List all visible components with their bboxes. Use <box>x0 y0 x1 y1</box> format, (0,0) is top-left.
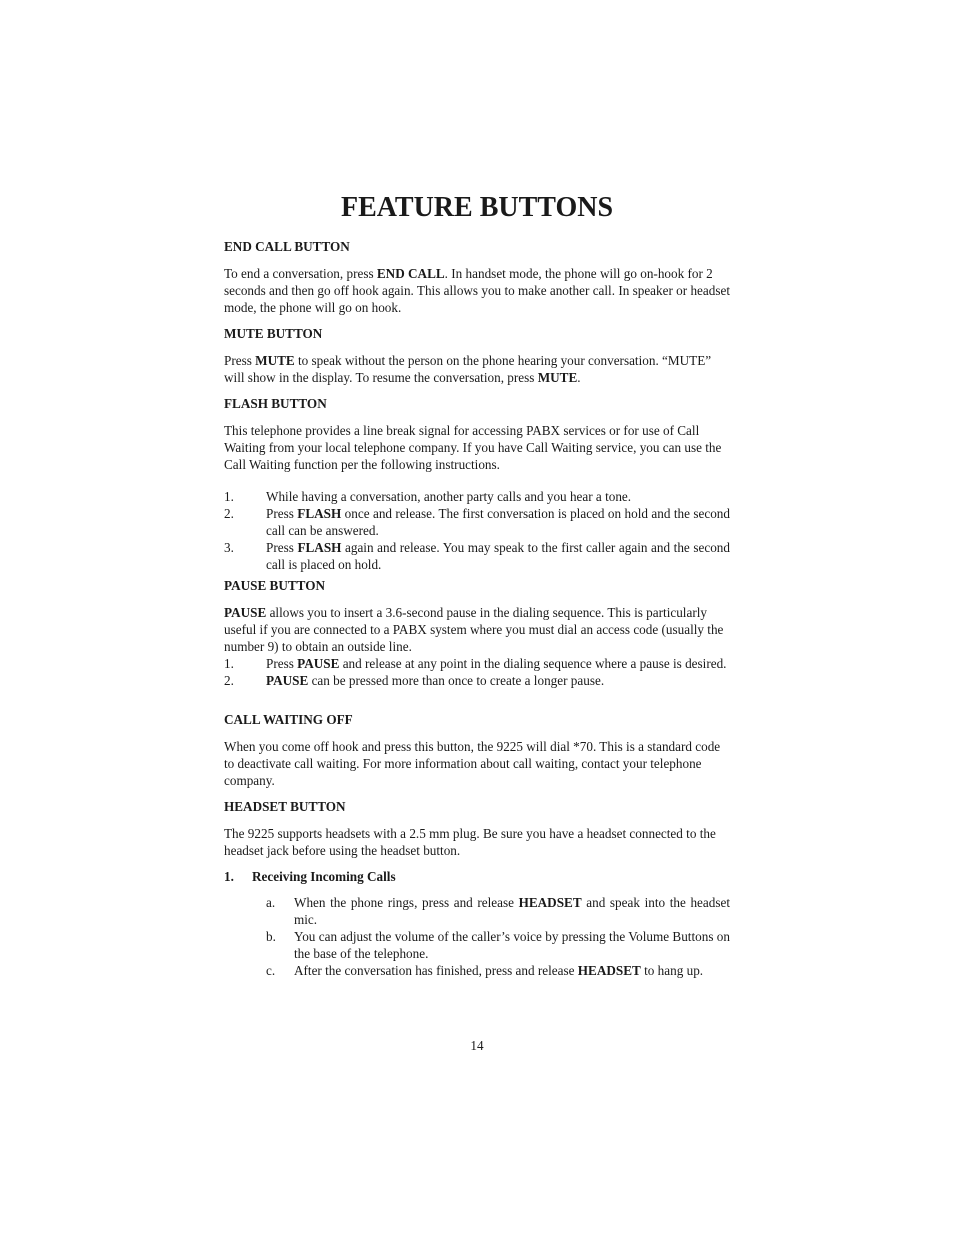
item-text: to hang up. <box>640 963 704 978</box>
bold-run: MUTE <box>255 353 295 368</box>
item-text: You can adjust the volume of the caller’s voice by pressing the Volume Buttons on the base of the telephone. <box>294 929 730 961</box>
section-heading-headset: HEADSET BUTTON <box>224 799 346 814</box>
bold-run: END CALL <box>376 266 445 281</box>
bold-run: PAUSE <box>297 656 340 671</box>
list-item <box>224 488 730 505</box>
pause-steps <box>224 655 730 689</box>
section-call-waiting <box>224 711 730 789</box>
subsection-title: Receiving Incoming Calls <box>252 869 396 884</box>
section-mute <box>224 325 730 386</box>
subsection-number: 1. <box>224 869 234 884</box>
section-heading-pause: PAUSE BUTTON <box>224 578 326 593</box>
headset-steps <box>224 894 730 979</box>
item-text: can be pressed more than once to create a longer pause. <box>308 673 605 688</box>
section-flash <box>224 395 730 573</box>
text-run: . In handset mode, the phone will go on-hook for 2 seconds and then go off hook again. This allows you to make another call. In speaker or headset mode, the phone will go on hook. <box>224 266 730 315</box>
item-text: Press <box>266 506 298 521</box>
item-letter: b. <box>266 929 276 944</box>
item-letter: a. <box>266 895 276 910</box>
section-end-call <box>224 238 730 316</box>
list-item <box>224 894 730 928</box>
item-text: and speak into the headset mic. <box>294 895 730 927</box>
text-run: To end a conversation, press <box>224 266 377 281</box>
text-run: . <box>577 370 581 385</box>
item-text: again and release. You may speak to the first caller again and the second call is placed on hold. <box>266 540 730 572</box>
item-text: Press <box>266 540 298 555</box>
list-item <box>224 928 730 962</box>
text-run: allows you to insert a 3.6-second pause in the dialing sequence. This is particularly useful if you are connected to a PABX system where you must dial an access code (usually the number 9) to obtain an outside line. <box>224 605 724 654</box>
headset-paragraph: The 9225 supports headsets with a 2.5 mm plug. Be sure you have a headset connected to the headset jack before using the headset button. <box>224 826 716 858</box>
item-number: 1. <box>224 656 234 671</box>
call-waiting-paragraph: When you come off hook and press this button, the 9225 will dial *70. This is a standard code to deactivate call waiting. For more information about call waiting, contact your telephone company. <box>224 739 721 788</box>
section-heading-call-waiting: CALL WAITING OFF <box>224 712 353 727</box>
item-text: After the conversation has finished, press and release <box>294 963 578 978</box>
mute-paragraph <box>224 352 730 386</box>
section-heading-mute: MUTE BUTTON <box>224 326 323 341</box>
bold-run: PAUSE <box>266 673 309 688</box>
bold-run: MUTE <box>537 370 578 385</box>
section-heading-end-call: END CALL BUTTON <box>224 239 350 254</box>
flash-steps <box>224 488 730 573</box>
item-number: 1. <box>224 489 234 504</box>
page-title: FEATURE BUTTONS <box>340 192 614 223</box>
bold-run: HEADSET <box>518 895 582 910</box>
flash-intro: This telephone provides a line break signal for accessing PABX services or for use of Call Waiting from your local telephone company. If you have Call Waiting service, you can use the Call Waiting function per the following instructions. <box>224 423 722 472</box>
section-pause <box>224 577 730 689</box>
page-number: 14 <box>470 1038 484 1053</box>
bold-run: FLASH <box>297 540 342 555</box>
item-number: 2. <box>224 506 234 521</box>
list-item <box>224 505 730 539</box>
item-text: once and release. The first conversation is placed on hold and the second call can be answered. <box>266 506 730 538</box>
bold-run: FLASH <box>297 506 342 521</box>
item-text: Press <box>266 656 298 671</box>
list-item <box>224 655 730 672</box>
text-run: Press <box>224 353 256 368</box>
list-item <box>224 539 730 573</box>
item-letter: c. <box>266 963 276 978</box>
item-text: When the phone rings, press and release <box>294 895 519 910</box>
section-heading-flash: FLASH BUTTON <box>224 396 327 411</box>
pause-intro <box>224 604 730 655</box>
bold-run: PAUSE <box>224 605 267 620</box>
item-number: 3. <box>224 540 234 555</box>
text-run: to speak without the person on the phone hearing your conversation. “MUTE” will show in the display. To resume the conversation, press <box>224 353 712 385</box>
item-text: and release at any point in the dialing sequence where a pause is desired. <box>339 656 727 671</box>
list-item <box>224 672 730 689</box>
list-item <box>224 962 730 979</box>
item-number: 2. <box>224 673 234 688</box>
section-headset <box>224 798 730 979</box>
item-text: While having a conversation, another party calls and you hear a tone. <box>266 489 632 504</box>
end-call-paragraph <box>224 265 730 316</box>
bold-run: HEADSET <box>577 963 641 978</box>
subsection-heading-receiving <box>224 868 730 885</box>
